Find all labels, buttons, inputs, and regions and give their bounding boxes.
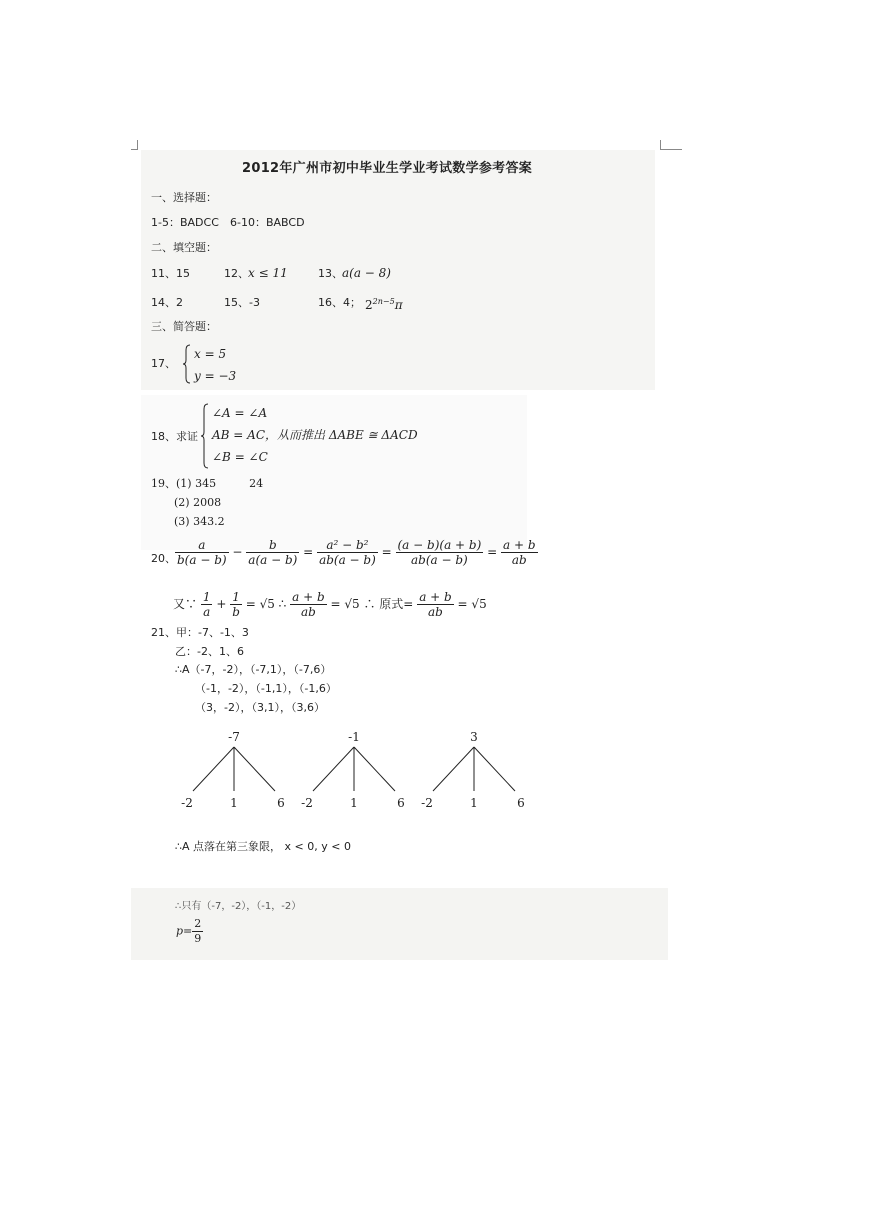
answer-16-expr xyxy=(365,295,403,312)
page-corner-mark-left xyxy=(131,140,138,150)
answer-18-system xyxy=(212,402,418,468)
page-corner-mark-right xyxy=(660,140,682,150)
section-heading-fill: 二、填空题： xyxy=(151,241,217,254)
fraction: $\frac{1}{a}$ xyxy=(202,590,211,619)
tree-leaf-label: -2 xyxy=(301,796,313,810)
fraction: $\frac{\text{a² − b²}}{ab(a - b)}$ xyxy=(319,538,376,567)
tree-root-label: -7 xyxy=(228,730,240,744)
answer-13-expr: a(a − 8) xyxy=(342,266,391,280)
answer-11: 11、15 xyxy=(151,267,190,280)
tree-leaf-label: 1 xyxy=(350,796,358,810)
answer-20-conclusion: 又∵ $\frac{1}{a}$ + $\frac{1}{b}$ = √5 ∴ $\frac{a + b}{ab}$ = √5 ∴ 原式= $\frac{a + b}{ab}$ = √5 xyxy=(173,590,487,619)
tree-leaf-label: 1 xyxy=(470,796,478,810)
fraction: $\frac{a + b}{ab}$ xyxy=(502,538,536,567)
tree-branch xyxy=(433,747,474,791)
answer-18-line: ∠A = ∠A xyxy=(212,406,268,420)
answer-16-base: 2 xyxy=(365,298,373,312)
tree-leaf-label: 6 xyxy=(397,796,405,810)
tree-branch xyxy=(313,747,354,791)
answer-18-brace xyxy=(200,403,210,469)
answer-21-line: （3，-2），（3,1），（3,6） xyxy=(195,701,325,714)
probability xyxy=(176,917,203,946)
section-heading-answer: 三、简答题： xyxy=(151,320,217,333)
answer-18-line: ∠B = ∠C xyxy=(212,450,268,464)
answer-1-5: 1-5：BADCC xyxy=(151,216,219,229)
section-heading-choice: 一、选择题： xyxy=(151,191,217,204)
tree-root-label: 3 xyxy=(470,730,478,744)
probability-fraction: $\frac{2}{9}$ xyxy=(194,917,202,945)
answer-17-system xyxy=(194,343,236,387)
tree-branch xyxy=(193,747,234,791)
tree-root-label: -1 xyxy=(348,730,360,744)
answer-16-label: 16、4； xyxy=(318,296,361,309)
tree-leaf-label: 6 xyxy=(517,796,525,810)
answer-19-line: (2) 2008 xyxy=(174,496,222,509)
probability-label: p= xyxy=(176,924,193,938)
answer-17-line: x = 5 xyxy=(194,347,227,361)
answer-20-label: 20、 xyxy=(151,552,176,565)
answer-16-pi: π xyxy=(394,298,403,312)
answer-18-label: 18、求证 xyxy=(151,430,198,443)
answer-19-line: (3) 343.2 xyxy=(174,515,225,528)
answer-21-line: 21、甲：-7、-1、3 xyxy=(151,626,249,639)
tree-leaf-label: 6 xyxy=(277,796,285,810)
fraction: $\frac{(a - b)(a + b)}{ab(a - b)}$ xyxy=(397,538,482,567)
tree-branch xyxy=(474,747,515,791)
answer-20-equation: $\frac{a}{b(a - b)}$ − $\frac{b}{a(a - b)}$ = $\frac{\text{a² − b²}}{ab(a - b)}$ = $\frac{(a - b)(a + b)}{ab(a - b)}$ = $\frac{a + b}{ab}$ xyxy=(177,538,536,567)
tree-branch xyxy=(354,747,395,791)
answer-17-label: 17、 xyxy=(151,357,176,370)
scan-background-bottom xyxy=(131,888,668,960)
answer-17-line: y = −3 xyxy=(194,369,237,383)
fraction: $\frac{a + b}{ab}$ xyxy=(419,590,452,619)
answer-19-line: 19、(1) 345 24 xyxy=(151,477,264,490)
answer-15: 15、-3 xyxy=(224,296,260,309)
answer-21-conclusion: ∴A 点落在第三象限， x < 0, y < 0 xyxy=(175,840,351,853)
tree-leaf-label: -2 xyxy=(421,796,433,810)
answer-21-line: 乙：-2、1、6 xyxy=(175,645,244,658)
answer-6-10: 6-10：BABCD xyxy=(230,216,305,229)
fraction: $\frac{a}{b(a - b)}$ xyxy=(177,538,227,567)
answer-17-brace xyxy=(182,344,192,384)
answer-14: 14、2 xyxy=(151,296,183,309)
answer-16-exponent: 2n−5 xyxy=(372,297,395,306)
fraction: $\frac{1}{b}$ xyxy=(232,590,240,619)
document-title: 2012年广州市初中毕业生学业考试数学参考答案 xyxy=(242,161,533,176)
answer-21-only: ∴只有（-7，-2），（-1，-2） xyxy=(175,901,302,912)
answer-18-line: AB = AC，从而推出 ΔABE ≅ ΔACD xyxy=(212,428,418,442)
answer-21-line: （-1，-2），（-1,1），（-1,6） xyxy=(195,682,337,695)
tree-branch xyxy=(234,747,275,791)
fraction: $\frac{b}{a(a - b)}$ xyxy=(248,538,298,567)
answer-12-label: 12、 xyxy=(224,267,249,280)
tree-diagrams xyxy=(170,725,540,820)
answer-12-expr: x ≤ 11 xyxy=(248,266,288,280)
answer-13-label: 13、 xyxy=(318,267,343,280)
fraction: $\frac{a + b}{ab}$ xyxy=(292,590,325,619)
answer-21-line: ∴A（-7，-2），（-7,1），（-7,6） xyxy=(175,663,332,676)
tree-leaf-label: -2 xyxy=(181,796,193,810)
tree-leaf-label: 1 xyxy=(230,796,238,810)
